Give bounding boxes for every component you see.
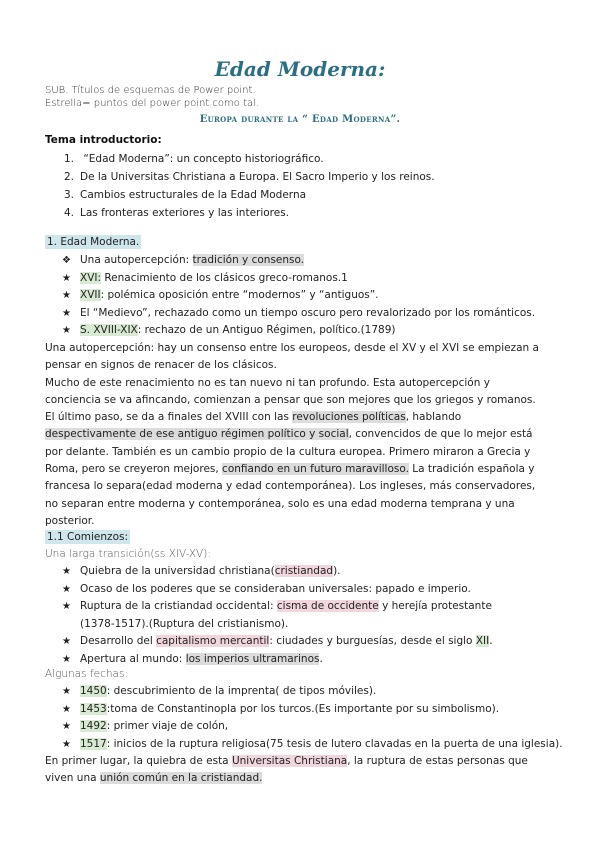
item-text: Las fronteras exteriores y las interiores.	[80, 207, 290, 219]
highlight: capitalismo mercantil	[156, 635, 270, 647]
highlight: Universitas Christiana	[231, 755, 348, 767]
item-text: : ciudades y burguesías, desde el siglo	[269, 635, 476, 647]
list-item-continuation	[62, 616, 493, 634]
intro-list	[64, 150, 435, 222]
star-icon: ★	[62, 272, 71, 284]
document-subtitle: Europa durante la “ Edad Moderna”.	[199, 114, 401, 125]
highlight: 1450	[80, 685, 107, 697]
highlight: tradición y consenso.	[192, 254, 305, 266]
highlight: unión común en la cristiandad.	[99, 772, 263, 785]
item-text: Ocaso de los poderes que se consideraban universales: papado e imperio.	[80, 582, 471, 595]
item-text: Apertura al mundo:	[80, 652, 186, 665]
highlight: XVI:	[80, 271, 102, 284]
list-item	[64, 186, 435, 204]
text-run: , hablando	[405, 411, 462, 424]
item-number: 4.	[64, 207, 75, 219]
notes	[45, 84, 259, 110]
item-text: .	[489, 635, 493, 647]
star-icon: ★	[62, 738, 71, 750]
list-item	[62, 322, 535, 340]
highlight: cristiandad	[274, 565, 334, 577]
text-run: En primer lugar, la quiebra de esta	[45, 755, 232, 767]
section-heading-text: 1. Edad Moderna.	[47, 236, 140, 248]
note-line: SUB. Títulos de esquemas de Power point.	[45, 85, 256, 96]
item-text: Cambios estructurales de la Edad Moderna	[80, 189, 307, 201]
text-run: , la ruptura de estas personas que viven una	[45, 755, 528, 785]
item-text: : inicios de la ruptura religiosa(75 tesis de lutero clavadas en la puerta de una iglesia).	[106, 737, 563, 750]
section11-bullets	[62, 563, 493, 668]
dates-list	[62, 683, 563, 753]
star-icon: ★	[62, 686, 71, 697]
note-line: Estrella= puntos del power point como tal.	[45, 98, 260, 109]
paragraph	[45, 409, 545, 530]
list-item	[62, 563, 493, 581]
item-text: .	[319, 652, 323, 665]
item-text: Desarrollo del	[80, 635, 157, 647]
diamond-bullet-icon: ❖	[62, 255, 71, 266]
item-text: ).	[333, 565, 341, 577]
highlight: S. XVIII-XIX	[80, 324, 138, 336]
star-icon: ★	[62, 601, 71, 612]
highlight: 1517	[80, 737, 107, 750]
item-text: De la Universitas Christiana a Europa. El Sacro Imperio y los reinos.	[80, 171, 435, 183]
list-item	[62, 270, 535, 288]
item-text: El “Medievo”, rechazado como un tiempo oscuro pero revalorizado por los románticos.	[80, 306, 536, 319]
list-item	[62, 252, 535, 270]
list-item	[62, 287, 535, 305]
list-item	[62, 633, 493, 651]
paragraph	[45, 753, 545, 788]
section1-bullets	[62, 252, 535, 340]
list-item	[62, 305, 535, 323]
item-number: 2.	[64, 171, 75, 183]
page-title: Edad Moderna:	[214, 57, 386, 81]
list-item	[62, 718, 563, 736]
list-item	[64, 150, 435, 168]
item-text: (1378-1517).(Ruptura del cristianismo).	[80, 617, 289, 630]
item-text: :toma de Constantinopla por los turcos.(Es importante por su simbolismo).	[106, 702, 500, 715]
highlight: 1453	[80, 702, 107, 715]
list-item	[62, 581, 493, 599]
highlight: confiando en un futuro maravilloso.	[222, 463, 409, 476]
item-text: “Edad Moderna”: un concepto historiográfico.	[80, 153, 324, 165]
text-run: El último paso, se da a finales del XVIII con las	[45, 411, 293, 424]
item-text: y herejía protestante	[378, 600, 492, 612]
star-icon: ★	[62, 721, 71, 732]
section1-paragraphs	[45, 340, 545, 530]
section-heading-text: 1.1 Comienzos:	[47, 531, 128, 543]
highlight: XII	[475, 635, 490, 647]
star-icon: ★	[62, 653, 71, 665]
item-number: 3.	[64, 189, 75, 201]
list-item	[62, 598, 493, 616]
text-run: La tradición española y francesa lo separa(edad moderna y edad contemporánea). Los ingleses, más conservadores, no separan entre moderna y contemporánea, solo es una edad moderna temprana y una posterior.	[45, 463, 536, 527]
intro-heading: Tema introductorio:	[45, 134, 162, 146]
text-run: , convencidos de que lo mejor está por delante. También es un cambio propio de la cultura europea. Primero miraron a Grecia y Roma, pero se creyeron mejores,	[45, 428, 533, 476]
star-icon: ★	[62, 636, 71, 647]
final-paragraph	[45, 753, 545, 788]
highlight: XVII	[80, 289, 101, 301]
star-icon: ★	[62, 290, 71, 301]
list-item	[62, 736, 563, 754]
paragraph: Una autopercepción: hay un consenso entre los europeos, desde el XV y el XVI se empiezan a pensar en signos de renacer de los clásicos.	[45, 342, 539, 372]
item-text: Una autopercepción:	[80, 254, 193, 266]
list-item	[62, 651, 493, 669]
highlight: cisma de occidente	[276, 600, 379, 612]
item-number: 1.	[64, 153, 75, 165]
star-icon: ★	[62, 325, 71, 336]
item-text: : primer viaje de colón,	[106, 720, 229, 732]
item-text: : rechazo de un Antiguo Régimen, político.(1789)	[137, 324, 396, 336]
highlight: 1492	[80, 720, 107, 732]
section-heading	[45, 531, 130, 543]
item-text: : descubrimiento de la imprenta( de tipos móviles).	[106, 685, 377, 697]
list-item	[64, 204, 435, 222]
list-item	[64, 168, 435, 186]
item-text: Renacimiento de los clásicos greco-romanos.1	[101, 271, 348, 284]
item-text: Ruptura de la cristiandad occidental:	[80, 600, 277, 612]
subsection-label: Una larga transición(ss.XIV-XV):	[45, 548, 211, 560]
section-heading	[45, 236, 141, 248]
item-text: : polémica oposición entre “modernos” y “antiguos”.	[100, 289, 379, 301]
highlight: despectivamente de ese antiguo régimen político y social	[45, 428, 349, 441]
paragraph: Mucho de este renacimiento no es tan nuevo ni tan profundo. Esta autopercepción y conciencia se va afincando, comienzan a pensar que son mejores que los griegos y romanos.	[45, 376, 536, 406]
star-icon: ★	[62, 583, 71, 595]
item-text: Quiebra de la universidad christiana(	[80, 565, 275, 577]
star-icon: ★	[62, 566, 71, 577]
star-icon: ★	[62, 703, 71, 715]
highlight: revoluciones políticas	[292, 411, 406, 424]
star-icon: ★	[62, 307, 71, 319]
highlight: los imperios ultramarinos	[185, 652, 320, 665]
list-item	[62, 683, 563, 701]
list-item	[62, 701, 563, 719]
subsection-label: Algunas fechas:	[45, 668, 128, 680]
